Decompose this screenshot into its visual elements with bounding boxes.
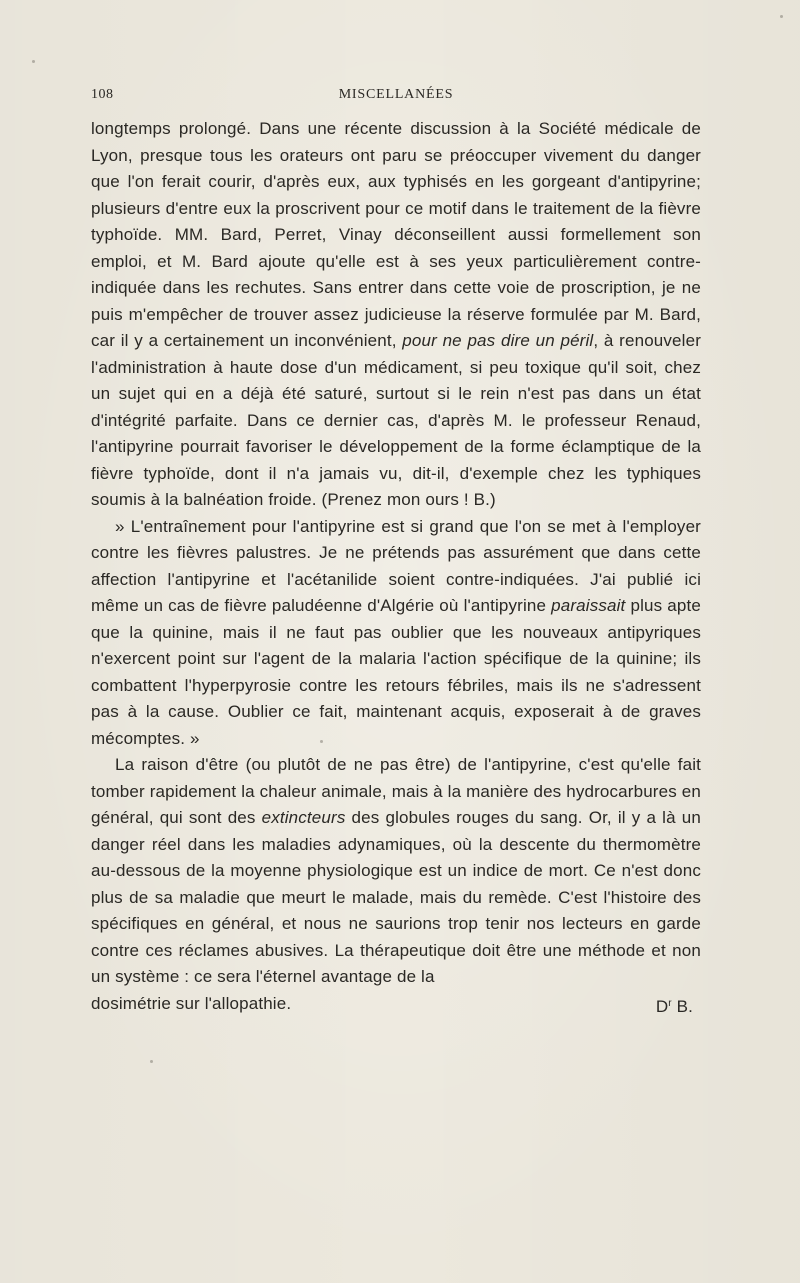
paragraph-1-text-b: , à renouveler l'administration à haute dose d'un médicament, si peu toxique qu'il soit, chez un sujet qui en a déjà été saturé, surtout si le rein n'est pas dans un état d'intégrité parfaite. Dans ce dernier cas, d'après M. le professeur Renaud, l'antipyrine pourrait favoriser le développement de la forme éclamptique de la fièvre typhoïde, dont il n'a jamais vu, dit-il, d'exemple chez les typhiques soumis à la balnéation froide. (Prenez mon ours ! B.)	[91, 331, 702, 509]
paper-speck	[780, 15, 783, 18]
closing-line	[91, 991, 701, 1021]
paragraph-2-text-a: » L'entraînement pour l'antipyrine est si grand que l'on se met à l'employer contre les fièvres palustres. Je ne prétends pas assurément que dans cette affection l'antipyrine et l'acétanilide soient contre-indiquées. J'ai publié ici même un cas de fièvre paludéenne d'Algérie où l'antipyrine	[91, 516, 701, 615]
page-number: 108	[91, 87, 114, 102]
signature-sup: r	[668, 997, 672, 1009]
page-header	[91, 87, 701, 107]
paragraph-2-italic: paraissait	[551, 596, 626, 615]
signature	[656, 991, 701, 1021]
paragraph-3-text-a: La raison d'être (ou plutôt de ne pas être) de l'antipyrine, c'est qu'elle fait tomber rapidement la chaleur animale, mais à la manière des hydrocarbures en général, qui sont des	[91, 755, 701, 827]
running-title: MISCELLANÉES	[338, 87, 454, 102]
paragraph-3	[91, 752, 701, 991]
paper-speck	[320, 740, 323, 743]
paragraph-1	[91, 116, 701, 514]
paragraph-3-italic: extincteurs	[261, 808, 346, 827]
paragraph-1-text-a: longtemps prolongé. Dans une récente discussion à la Société médicale de Lyon, presque tous les orateurs ont paru se préoccuper vivement du danger que l'on ferait courir, d'après eux, aux typhisés en les gorgeant d'antipyrine; plusieurs d'entre eux la proscrivent pour ce motif dans le traitement de la fièvre typhoïde. MM. Bard, Perret, Vinay déconseillent aussi formellement son emploi, et M. Bard ajoute qu'elle est à ses yeux particulièrement contre-indiquée dans les rechutes. Sans entrer dans cette voie de proscription, je ne puis m'empêcher de trouver assez judicieuse la réserve formulée par M. Bard, car il y a certainement un inconvénient,	[91, 119, 701, 350]
signature-prefix: D	[655, 996, 669, 1016]
signature-suffix: B.	[671, 996, 693, 1016]
paper-speck	[32, 60, 35, 63]
paragraph-2	[91, 514, 701, 753]
closing-text: dosimétrie sur l'allopathie.	[91, 993, 292, 1013]
article-body	[91, 116, 701, 1020]
paper-speck	[150, 1060, 153, 1063]
paragraph-2-text-b: plus apte que la quinine, mais il ne faut pas oublier que les nouveaux antipyriques n'exercent point sur l'agent de la malaria l'action spécifique de la quinine; ils combattent l'hyperpyrosie contre les retours fébriles, mais ils ne s'adressent pas à la cause. Oublier ce fait, maintenant acquis, exposerait à de graves mécomptes. »	[91, 596, 701, 748]
paragraph-3-text-b: des globules rouges du sang. Or, il y a là un danger réel dans les maladies adynamiques, où la descente du thermomètre au-dessous de la moyenne physiologique est un indice de mort. Ce n'est donc plus de sa maladie que meurt le malade, mais du remède. C'est l'histoire des spécifiques en général, et nous ne saurions trop tenir nos lecteurs en garde contre ces réclames abusives. La thérapeutique doit être une méthode et non un système : ce sera l'éternel avantage de la	[91, 808, 701, 986]
paragraph-1-italic: pour ne pas dire un péril	[402, 331, 594, 350]
